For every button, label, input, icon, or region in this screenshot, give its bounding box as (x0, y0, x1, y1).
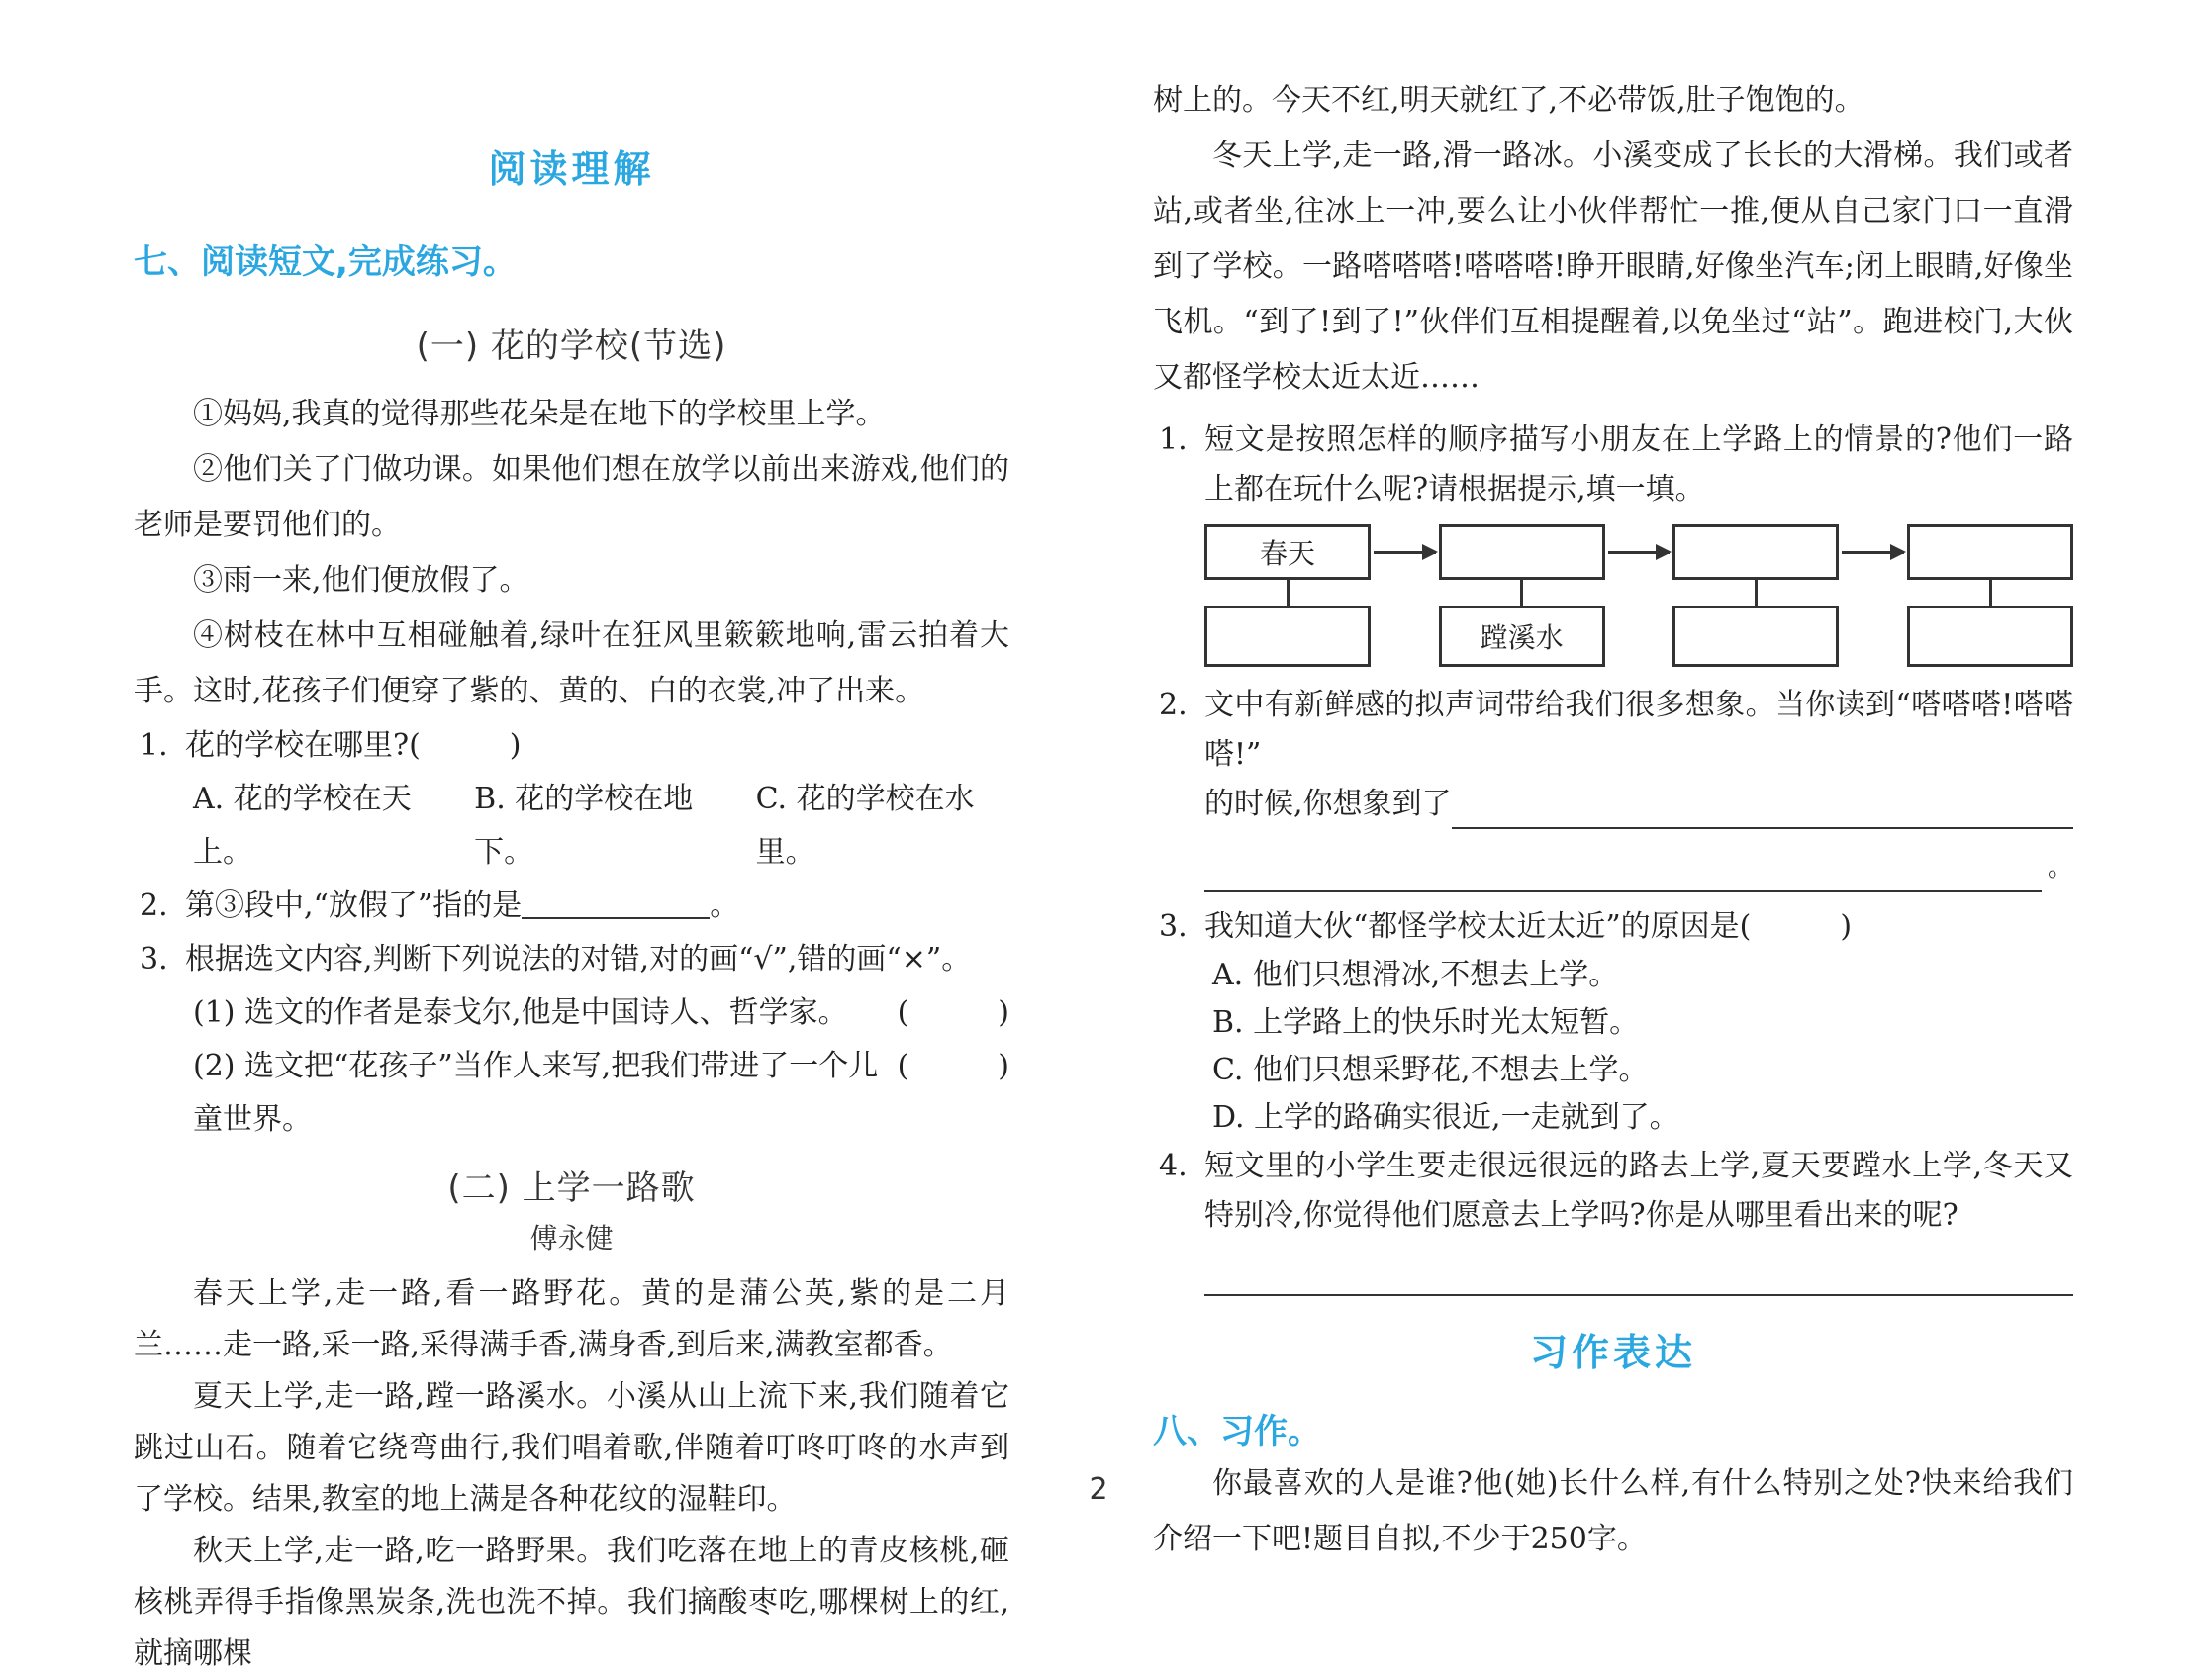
fill-end-mark: 。 (2047, 853, 2073, 883)
section-header-writing: 习作表达 (1529, 1331, 1696, 1374)
passage-2-title: (二) 上学一路歌 (447, 1168, 696, 1208)
question-text: 我知道大伙“都怪学校太近太近”的原因是( ) (1204, 909, 1853, 944)
judge-text: (2) 选文把“花孩子”当作人来写,把我们带进了一个儿童世界。 (193, 1049, 879, 1137)
question-number: 2. (1159, 688, 1188, 722)
flow-connector-line (1755, 580, 1758, 606)
passage-2-body-continued (1153, 73, 2073, 406)
question-text (185, 880, 1009, 933)
option-c: C. 花的学校在水里。 (755, 782, 975, 870)
section-header-reading: 阅读理解 (488, 147, 655, 191)
question-number: 1. (140, 728, 168, 763)
judge-paren: ( ) (897, 1049, 1009, 1083)
question-text: 短文是按照怎样的顺序描写小朋友在上学路上的情景的?他们一路上都在玩什么呢?请根据提示,填一填。 (1204, 422, 2073, 507)
flow-right-arrow-icon (1839, 524, 1907, 580)
passage-paragraph: ③雨一来,他们便放假了。 (193, 563, 529, 598)
passage-paragraph-continuation: 树上的。今天不红,明天就红了,不必带饭,肚子饱饱的。 (1153, 83, 1864, 118)
flow-box-bottom (1907, 606, 2073, 667)
page-number: 2 (1089, 1472, 1108, 1507)
passage-paragraph: ①妈妈,我真的觉得那些花朵是在地下的学校里上学。 (193, 397, 886, 431)
option-c: C. 他们只想采野花,不想去上学。 (1212, 1053, 1649, 1087)
answer-blank (1204, 855, 2042, 892)
question-text: 文中有新鲜感的拟声词带给我们很多想象。当你读到“嗒嗒嗒!嗒嗒嗒!” (1204, 688, 2073, 772)
flow-box-top: 春天 (1204, 524, 1371, 580)
fill-lead-text: 的时候,你想象到了 (1204, 787, 1452, 821)
question-text: 短文里的小学生要走很远很远的路去上学,夏天要蹚水上学,冬天又特别冷,你觉得他们愿意去上学吗?你是从哪里看出来的呢? (1204, 1149, 2073, 1233)
passage-paragraph: 冬天上学,走一路,滑一路冰。小溪变成了长长的大滑梯。我们或者站,或者坐,往冰上一冲,要么让小伙伴帮忙一推,便从自己家门口一直滑到了学校。一路嗒嗒嗒!嗒嗒嗒!睁开眼睛,好像坐汽车;闭上眼睛,好像坐飞机。“到了!到了!”伙伴们互相提醒着,以免坐过“站”。跑进校门,大伙又都怪学校太近太近…… (1153, 139, 2073, 395)
flow-right-arrow-icon (1371, 524, 1439, 580)
left-column (134, 0, 1009, 1680)
option-a: A. 他们只想滑冰,不想去上学。 (1212, 958, 1619, 992)
option-a: A. 花的学校在天上。 (193, 782, 412, 870)
question-2-fill-line (1153, 780, 2073, 829)
flow-box-top (1672, 524, 1839, 580)
question-number: 4. (1159, 1149, 1188, 1183)
right-column (1153, 0, 2073, 1567)
passage-paragraph: ④树枝在林中互相碰触着,绿叶在狂风里簌簌地响,雷云拍着大手。这时,花孩子们便穿了紫的、黄的、白的衣裳,冲了出来。 (134, 618, 1009, 708)
question-3 (134, 933, 1009, 986)
flow-connector-line (1287, 580, 1290, 606)
flow-box-bottom (1204, 606, 1371, 667)
flow-right-arrow-icon (1605, 524, 1673, 580)
judge-paren: ( ) (897, 995, 1009, 1030)
flow-box-bottom: 蹚溪水 (1439, 606, 1605, 667)
flow-box-bottom (1672, 606, 1839, 667)
sequence-flowchart (1204, 524, 2073, 667)
question-number: 3. (1159, 909, 1188, 944)
passage-paragraph: 夏天上学,走一路,蹚一路溪水。小溪从山上流下来,我们随着它跳过山石。随着它绕弯曲行,我们唱着歌,伴随着叮咚叮咚的水声到了学校。结果,教室的地上满是各种花纹的湿鞋印。 (134, 1379, 1009, 1517)
exercise-8-heading: 八、习作。 (1153, 1412, 1321, 1451)
question-2-fill-line-2 (1153, 843, 2073, 892)
question-3-options (1153, 952, 2073, 1142)
question-1-options (134, 773, 1009, 880)
answer-blank-line (1204, 1251, 2073, 1296)
flow-box-top (1907, 524, 2073, 580)
question-4 (1153, 1142, 2073, 1241)
exercise-7-heading: 七、阅读短文,完成练习。 (134, 242, 517, 282)
flow-unit (1672, 524, 1839, 667)
passage-paragraph: 春天上学,走一路,看一路野花。黄的是蒲公英,紫的是二月兰……走一路,采一路,采得满手香,满身香,到后来,满教室都香。 (134, 1276, 1009, 1362)
answer-blank (1452, 792, 2073, 829)
question-text-pre: 第③段中,“放假了”指的是 (185, 888, 523, 923)
question-text-post: 。 (710, 888, 740, 923)
writing-prompt: 你最喜欢的人是谁?他(她)长什么样,有什么特别之处?快来给我们介绍一下吧!题目自拟,不少于250字。 (1153, 1466, 2073, 1556)
question-1 (1153, 416, 2073, 514)
passage-2-author: 傅永健 (529, 1222, 614, 1255)
flow-connector-line (1989, 580, 1992, 606)
passage-1-title: (一) 花的学校(节选) (416, 327, 727, 366)
judge-item-2 (134, 1040, 1009, 1147)
question-3 (1153, 902, 2073, 952)
judge-text: (1) 选文的作者是泰戈尔,他是中国诗人、哲学家。 (193, 995, 848, 1030)
flow-unit (1907, 524, 2073, 667)
flow-connector-line (1520, 580, 1523, 606)
option-d: D. 上学的路确实很近,一走就到了。 (1212, 1100, 1679, 1135)
judge-item-1 (134, 986, 1009, 1040)
passage-paragraph: ②他们关了门做功课。如果他们想在放学以前出来游戏,他们的老师是要罚他们的。 (134, 452, 1009, 542)
question-text: 花的学校在哪里?( ) (185, 728, 522, 763)
question-number: 2. (140, 888, 168, 923)
flow-box-top (1439, 524, 1605, 580)
answer-blank (522, 886, 710, 919)
question-number: 3. (140, 942, 168, 977)
passage-1-body (134, 387, 1009, 719)
flow-unit (1204, 524, 1371, 667)
question-2 (134, 880, 1009, 933)
question-2 (1153, 681, 2073, 780)
question-text: 根据选文内容,判断下列说法的对错,对的画“√”,错的画“×”。 (185, 942, 972, 977)
question-number: 1. (1159, 422, 1188, 457)
passage-paragraph: 秋天上学,走一路,吃一路野果。我们吃落在地上的青皮核桃,砸核桃弄得手指像黑炭条,洗也洗不掉。我们摘酸枣吃,哪棵树上的红,就摘哪棵 (134, 1534, 1009, 1671)
question-1 (134, 719, 1009, 773)
option-b: B. 花的学校在地下。 (474, 782, 694, 870)
option-b: B. 上学路上的快乐时光太短暂。 (1212, 1005, 1640, 1040)
flow-unit (1439, 524, 1605, 667)
